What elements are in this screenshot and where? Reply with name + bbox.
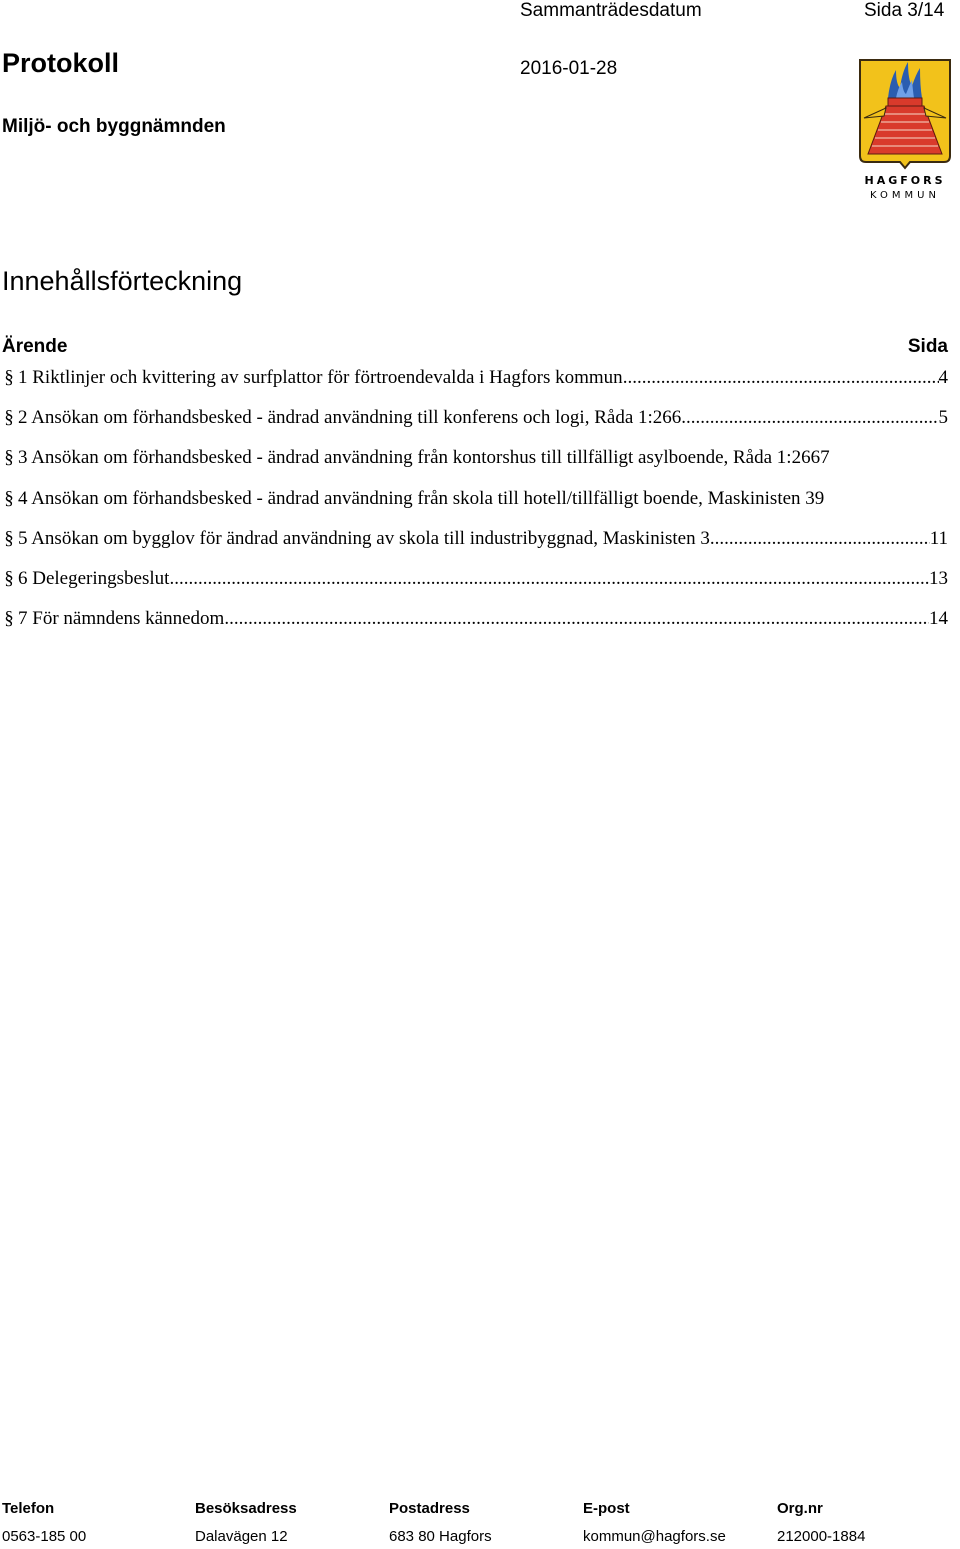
toc-entry-page: 9 — [814, 487, 825, 509]
committee-name: Miljö- och byggnämnden — [2, 116, 226, 137]
toc-entry-title: 7 För nämndens kännedom — [18, 608, 225, 630]
footer-label: Telefon — [2, 1500, 55, 1517]
footer-label: Besöksadress — [195, 1500, 297, 1517]
footer-label: E-post — [583, 1500, 630, 1517]
toc-entry-page: 5 — [938, 407, 948, 429]
toc-heading: Innehållsförteckning — [2, 266, 243, 296]
section-sign: § — [4, 567, 14, 589]
toc-entry-title: 5 Ansökan om bygglov för ändrad användning av skola till industribyggnad, Maskinisten 3 — [18, 527, 710, 549]
document-title: Protokoll — [2, 48, 120, 78]
toc-leader-dots — [681, 407, 938, 429]
toc-entry-page: 4 — [938, 367, 948, 388]
hagfors-kommun-logo — [858, 58, 952, 202]
toc-entry-title: 2 Ansökan om förhandsbesked - ändrad användning till konferens och logi, Råda 1:266 — [18, 407, 682, 429]
toc-column-page: Sida — [907, 336, 948, 357]
toc-leader-dots — [710, 528, 930, 550]
toc-entry-page: 14 — [929, 608, 948, 630]
toc-leader-dots — [169, 568, 929, 590]
footer-value[interactable]: kommun@hagfors.se — [583, 1528, 726, 1545]
meeting-date-label: Sammanträdesdatum — [520, 0, 702, 21]
toc-entry[interactable] — [0, 404, 960, 444]
toc-entry-title: 4 Ansökan om förhandsbesked - ändrad användning från skola till hotell/tillfälligt boende, Maskinisten 3 — [18, 487, 815, 509]
footer-value: 212000-1884 — [777, 1528, 866, 1545]
toc-entry-title: 6 Delegeringsbeslut — [18, 567, 170, 589]
section-sign: § — [4, 527, 14, 549]
toc-entry[interactable] — [0, 444, 960, 484]
document-date: 2016-01-28 — [520, 58, 618, 79]
toc-entry-title: 3 Ansökan om förhandsbesked - ändrad användning från kontorshus till tillfälligt asylboende, Råda 1:266 — [18, 447, 821, 469]
logo-text-hagfors: HAGFORS — [864, 174, 946, 187]
toc-entry-title: 1 Riktlinjer och kvittering av surfplattor för förtroendevalda i Hagfors kommun — [18, 367, 623, 388]
toc-entry[interactable] — [0, 485, 960, 525]
toc-entry[interactable] — [0, 525, 960, 565]
footer-label: Org.nr — [777, 1500, 823, 1517]
section-sign: § — [4, 407, 14, 429]
toc-entry-page: 13 — [929, 567, 948, 589]
toc-leader-dots — [224, 608, 929, 630]
toc-column-item: Ärende — [2, 336, 68, 357]
footer-value: 0563-185 00 — [2, 1528, 87, 1545]
logo-text-kommun: KOMMUN — [870, 190, 940, 201]
toc-entry-page: 11 — [929, 527, 948, 549]
footer-label: Postadress — [389, 1500, 470, 1517]
toc-leader-dots — [623, 367, 939, 389]
toc-entry[interactable] — [0, 364, 960, 404]
toc-entry-page: 7 — [820, 447, 830, 469]
page-number: Sida 3/14 — [864, 0, 945, 21]
toc-list — [0, 364, 960, 645]
section-sign: § — [4, 487, 14, 509]
toc-entry[interactable] — [0, 605, 960, 645]
section-sign: § — [4, 447, 14, 469]
footer-value: Dalavägen 12 — [195, 1528, 288, 1545]
toc-entry[interactable] — [0, 565, 960, 605]
section-sign: § — [4, 367, 14, 388]
section-sign: § — [4, 608, 14, 630]
footer-value: 683 80 Hagfors — [389, 1528, 492, 1545]
